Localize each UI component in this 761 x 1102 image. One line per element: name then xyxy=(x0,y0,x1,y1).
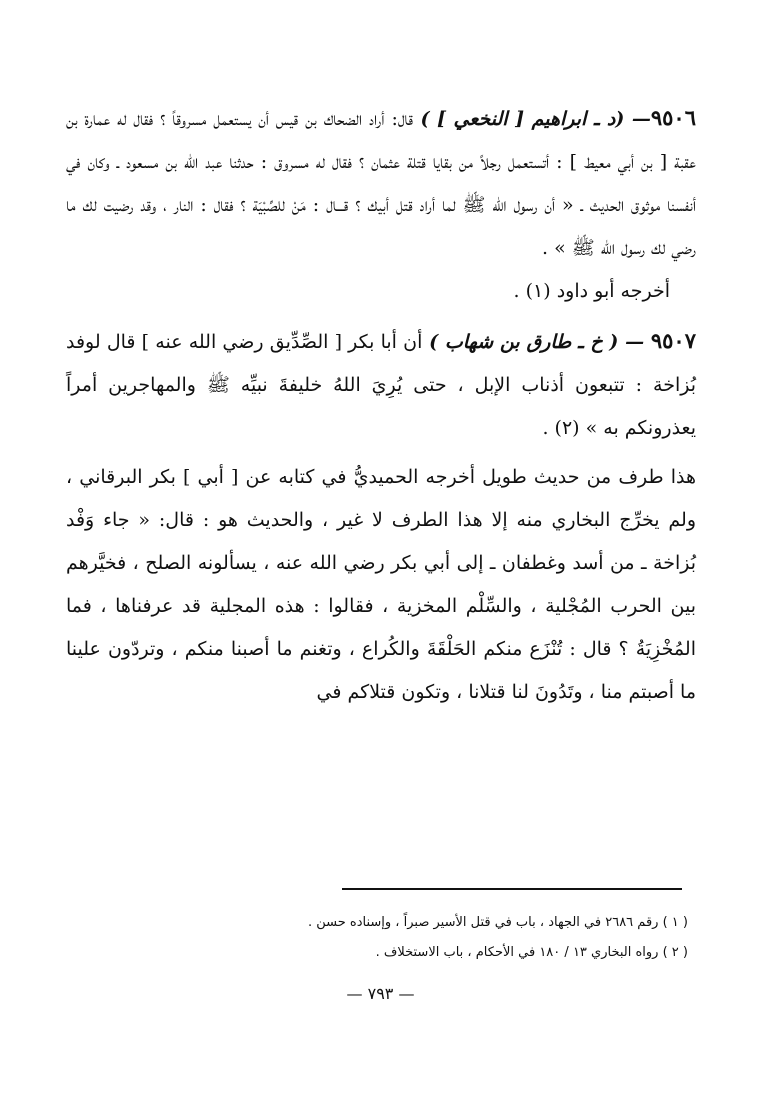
footnotes xyxy=(66,908,696,968)
page-number: — ٧٩٣ — xyxy=(346,984,415,1003)
hadith-9506 xyxy=(66,96,696,313)
footnote-2: ( ٢ ) رواه البخاري ١٣ / ١٨٠ في الأحكام ، باب الاستخلاف . xyxy=(375,945,688,960)
hadith-source: — (د ـ ابراهيم [ النخعي ] ) xyxy=(412,108,651,130)
commentary-paragraph: هذا طرف من حديث طويل أخرجه الحميديُّ في كتابه عن [ أبي ] بكر البرقاني ، ولم يخرِّج البخاري منه إلا هذا الطرف لا غير ، والحديث هو : قال: « جاء وَفْد بُزاخة ـ من أسد وغطفان ـ إلى أبي بكر رضي الله عنه ، يسألونه الصلح ، فخيَّرهم بين الحرب المُجْلية ، والسِّلْم المخزية ، فقالوا : هذه المجلية قد عرفناها ، فما المُخْزِيَةُ ؟ قال : تُنْزَع منكم الحَلْقَةَ والكُراع ، وتغنم ما أصبنا منكم ، وتردّون علينا ما أصبتم منا ، وتَدُونَ لنا قتلانا ، وتكون قتلاكم في xyxy=(66,466,696,703)
hadith-source: — ( خ ـ طارق بن شهاب ) xyxy=(422,331,651,353)
hadith-takhrij: أخرجه أبو داود (١) . xyxy=(513,280,670,302)
hadith-text: قال: أراد الضحاك بن قيس أن يستعمل مسروقاً ؟ فقال له عمارة بن عقبة [ بن أبي معيط ] : أتستعمل رجلاً من بقايا قتلة عثمان ؟ فقال له مسروق : حدثنا عبد الله بن مسعود ـ وكان في أنفسنا موثوق الحديث ـ « أن رسول الله ﷺ لما أراد قتل أبيك ؟ قـــال : مَنْ للصِّبْيَة ؟ فقال : النار ، وقد رضيت لك ما رضي لك رسول الله ﷺ » . xyxy=(66,108,696,259)
hadith-number: ٩٥٠٧ xyxy=(650,328,696,353)
footnote-1: ( ١ ) رقم ٢٦٨٦ في الجهاد ، باب في قتل الأسير صبراً ، وإسناده حسن . xyxy=(307,915,688,930)
main-text xyxy=(66,96,696,714)
footnote-divider xyxy=(342,888,682,890)
hadith-text: أن أبا بكر [ الصِّدِّيق رضي الله عنه ] قال لوفد بُزاخة : تتبعون أذناب الإبل ، حتى يُرِيَ اللهُ خليفةَ نبيِّه ﷺ والمهاجرين أمراً يعذرونكم به » (٢) . xyxy=(66,331,696,439)
hadith-number: ٩٥٠٦ xyxy=(650,105,696,130)
hadith-9507 xyxy=(66,319,696,450)
